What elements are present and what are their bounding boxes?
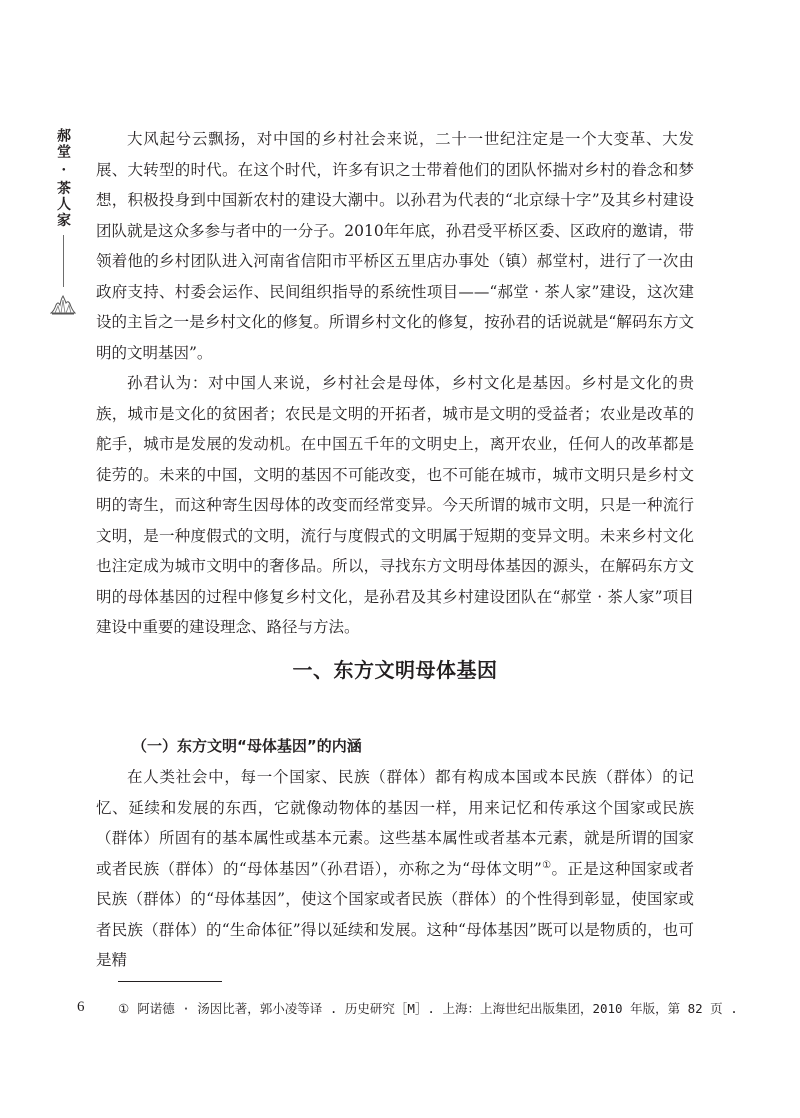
sub-heading: （一）东方文明“母体基因”的内涵 — [132, 737, 362, 755]
footnote-rule — [118, 981, 222, 982]
footnote-text: 阿诺德 · 汤因比著，郭小凌等译 . 历史研究［M］. 上海：上海世纪出版集团，2010 年版，第 82 页 . — [137, 1001, 738, 1016]
paragraph-3-part-1: 在人类社会中，每一个国家、民族（群体）都有构成本国或本民族（群体）的记忆、延续和发展的东西，它就像动物体的基因一样，用来记忆和传承这个国家或民族（群体）所固有的基本属性或基本元素。这些基本属性或者基本元素，就是所谓的国家或者民族（群体）的“母体基因”（孙君语），亦称之为“母体文明” — [96, 768, 694, 878]
page-number: 6 — [77, 999, 85, 1015]
running-head-rule — [63, 235, 64, 287]
intro-text — [96, 124, 694, 643]
section-heading: 一、东方文明母体基因 — [292, 658, 498, 682]
paragraph-3-part-2: 。正是这种国家或者民族（群体）的“母体基因”，使这个国家或者民族（群体）的个性得到彰显，使国家或者民族（群体）的“生命体征”得以延续和发展。这种“母体基因”既可以是物质的，也可是精 — [96, 859, 694, 969]
footnote-mark: ① — [118, 1001, 130, 1016]
paragraph-1: 大风起兮云飘扬，对中国的乡村社会来说，二十一世纪注定是一个大变革、大发展、大转型的时代。在这个时代，许多有识之士带着他们的团队怀揣对乡村的眷念和梦想，积极投身到中国新农村的建设大潮中。以孙君为代表的“北京绿十字”及其乡村建设团队就是这众多参与者中的一分子。2010年年底，孙君受平桥区委、区政府的邀请，带领着他的乡村团队进入河南省信阳市平桥区五里店办事处（镇）郝堂村，进行了一次由政府支持、村委会运作、民间组织指导的系统性项目——“郝堂 · 茶人家”建设，这次建设的主旨之一是乡村文化的修复。所谓乡村文化的修复，按孙君的话说就是“解码东方文明的文明基因”。 — [96, 130, 694, 362]
footnote — [118, 1001, 738, 1017]
footnote-reference[interactable]: ① — [541, 859, 552, 871]
section-text — [96, 762, 694, 976]
running-head — [52, 128, 74, 321]
running-head-title: 郝堂 · 茶人家 — [55, 128, 71, 229]
paragraph-3 — [96, 762, 694, 976]
paragraph-2: 孙君认为：对中国人来说，乡村社会是母体，乡村文化是基因。乡村是文化的贵族，城市是文化的贫困者；农民是文明的开拓者，城市是文明的受益者；农业是改革的舵手，城市是发展的发动机。在中国五千年的文明史上，离开农业，任何人的改革都是徒劳的。未来的中国，文明的基因不可能改变，也不可能在城市，城市文明只是乡村文明的寄生，而这种寄生因母体的改变而经常变异。今天所谓的城市文明，只是一种流行文明，是一种度假式的文明，流行与度假式的文明属于短期的变异文明。未来乡村文化也注定成为城市文明中的奢侈品。所以，寻找东方文明母体基因的源头，在解码东方文明的母体基因的过程中修复乡村文化，是孙君及其乡村建设团队在“郝堂 · 茶人家”项目建设中重要的建设理念、路径与方法。 — [96, 374, 694, 636]
mountain-logo-icon — [50, 291, 76, 321]
